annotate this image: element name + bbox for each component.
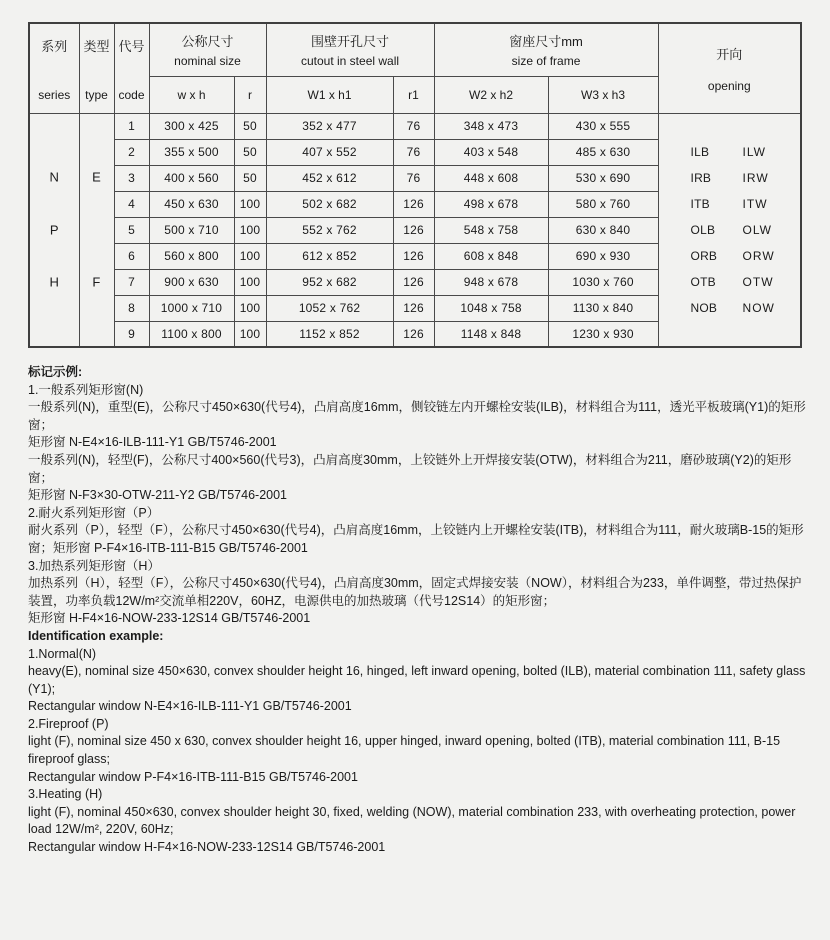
cell-w1h1: 407 x 552 xyxy=(266,139,393,165)
subheader-w3h3: W3 x h3 xyxy=(548,76,658,113)
zh-note-paragraph: 2.耐火系列矩形窗（P） xyxy=(28,505,160,520)
cell-r1: 76 xyxy=(393,139,434,165)
opening-code: NOB xyxy=(690,300,718,315)
col-header-opening xyxy=(658,23,801,113)
zh-notes-title: 标记示例: xyxy=(28,365,83,379)
frame-label-zh: 窗座尺寸mm xyxy=(509,34,583,50)
subheader-w2h2: W2 x h2 xyxy=(434,76,548,113)
opening-label-en: opening xyxy=(707,78,751,93)
en-note-paragraph: 3.Heating (H) xyxy=(28,787,103,802)
opening-cell xyxy=(658,113,801,347)
cell-r1: 126 xyxy=(393,269,434,295)
en-note-paragraph: 1.Normal(N) xyxy=(28,646,97,661)
zh-note-paragraph: 矩形窗 H-F4×16-NOW-233-12S14 GB/T5746-2001 xyxy=(28,611,311,626)
code-label-en: code xyxy=(118,88,145,103)
type-E: E xyxy=(92,169,101,185)
en-note-paragraph: heavy(E), nominal size 450×630, convex shoulder height 16, hinged, left inward opening, bolted (ILB), material combination 111, safety glass (Y1); xyxy=(28,664,806,696)
subheader-w1h1: W1 x h1 xyxy=(266,76,393,113)
cell-w3h3: 630 x 840 xyxy=(548,217,658,243)
zh-note-paragraph: 耐火系列（P），轻型（F），公称尺寸450×630(代号4)，凸肩高度16mm，上铰链内上开螺栓安装(ITB)，材料组合为111，耐火玻璃B-15的矩形窗；矩形窗 P-F4×16-ITB-111-B15 GB/T5746-2001 xyxy=(28,523,804,555)
cell-w2h2: 448 x 608 xyxy=(434,165,548,191)
cell-w2h2: 348 x 473 xyxy=(434,113,548,139)
en-note-paragraph: 2.Fireproof (P) xyxy=(28,716,109,731)
cell-r1: 126 xyxy=(393,295,434,321)
cell-w2h2: 1148 x 848 xyxy=(434,321,548,347)
en-note-paragraph: Rectangular window H-F4×16-NOW-233-12S14 GB/T5746-2001 xyxy=(28,840,386,855)
opening-pair xyxy=(691,243,801,269)
cell-w3h3: 580 x 760 xyxy=(548,191,658,217)
zh-note-paragraph: 1.一般系列矩形窗(N) xyxy=(28,382,144,397)
opening-code: OLB xyxy=(690,222,716,237)
opening-code: NOW xyxy=(742,300,775,315)
col-header-frame-size xyxy=(434,23,658,76)
type-F: F xyxy=(92,274,101,290)
opening-pair xyxy=(691,269,801,295)
col-header-type xyxy=(79,23,114,113)
cell-w2h2: 1048 x 758 xyxy=(434,295,548,321)
cell-w2h2: 608 x 848 xyxy=(434,243,548,269)
cell-w1h1: 1052 x 762 xyxy=(266,295,393,321)
opening-code: ITW xyxy=(742,196,768,211)
series-H: H xyxy=(49,274,60,290)
cell-r1: 126 xyxy=(393,191,434,217)
opening-code: ITB xyxy=(690,196,710,211)
zh-note-paragraph: 矩形窗 N-F3×30-OTW-211-Y2 GB/T5746-2001 xyxy=(28,488,288,503)
cell-code: 4 xyxy=(114,191,149,217)
cell-w3h3: 530 x 690 xyxy=(548,165,658,191)
cell-w1h1: 612 x 852 xyxy=(266,243,393,269)
cell-w2h2: 498 x 678 xyxy=(434,191,548,217)
cell-r: 100 xyxy=(234,243,266,269)
series-cell xyxy=(29,113,79,347)
col-header-cutout xyxy=(266,23,434,76)
cell-r: 50 xyxy=(234,113,266,139)
cell-w3h3: 485 x 630 xyxy=(548,139,658,165)
opening-code-list xyxy=(659,114,801,347)
opening-pair xyxy=(691,191,801,217)
series-label-en: series xyxy=(38,88,71,103)
cell-wxh: 300 x 425 xyxy=(149,113,234,139)
opening-pair xyxy=(691,295,801,321)
opening-code: IRB xyxy=(690,170,712,185)
col-header-series xyxy=(29,23,79,113)
zh-note-paragraph: 一般系列(N)，轻型(F)，公称尺寸400×560(代号3)，凸肩高度30mm，上铰链外上开焊接安装(OTW)，材料组合为211，磨砂玻璃(Y2)的矩形窗； xyxy=(28,452,792,485)
cell-code: 6 xyxy=(114,243,149,269)
series-label-zh: 系列 xyxy=(41,39,68,55)
type-label-en: type xyxy=(85,88,108,103)
series-P: P xyxy=(49,222,59,238)
en-note-paragraph: Rectangular window N-E4×16-ILB-111-Y1 GB/T5746-2001 xyxy=(28,699,352,714)
cell-r1: 126 xyxy=(393,217,434,243)
en-note-paragraph: light (F), nominal 450×630, convex shoulder height 30, fixed, welding (NOW), material combination 233, with overheating protection, power load 12W/m², 220V, 60Hz; xyxy=(28,804,796,837)
nominal-label-zh: 公称尺寸 xyxy=(181,34,234,50)
en-notes-title: Identification example: xyxy=(28,628,164,643)
type-label-zh: 类型 xyxy=(83,39,110,55)
en-note-paragraph: light (F), nominal size 450 x 630, convex shoulder height 16, upper hinged, inward opening, bolted (ITB), material combination 111, B-15 fireproof glass; xyxy=(28,734,781,767)
opening-code: OLW xyxy=(742,222,772,237)
zh-note-paragraph: 3.加热系列矩形窗（H） xyxy=(28,558,160,573)
cell-w3h3: 1230 x 930 xyxy=(548,321,658,347)
cell-w1h1: 502 x 682 xyxy=(266,191,393,217)
subheader-wxh: w x h xyxy=(149,76,234,113)
opening-code: OTW xyxy=(742,274,774,289)
cell-w3h3: 690 x 930 xyxy=(548,243,658,269)
cell-wxh: 900 x 630 xyxy=(149,269,234,295)
cell-w1h1: 452 x 612 xyxy=(266,165,393,191)
opening-code: IRW xyxy=(742,170,769,185)
cell-w2h2: 548 x 758 xyxy=(434,217,548,243)
cell-w1h1: 952 x 682 xyxy=(266,269,393,295)
frame-label-en: size of frame xyxy=(511,54,581,69)
cell-w1h1: 1152 x 852 xyxy=(266,321,393,347)
code-label-zh: 代号 xyxy=(118,39,145,55)
cell-code: 8 xyxy=(114,295,149,321)
cell-w1h1: 352 x 477 xyxy=(266,113,393,139)
cell-r1: 126 xyxy=(393,321,434,347)
cell-r: 100 xyxy=(234,295,266,321)
cutout-label-zh: 围壁开孔尺寸 xyxy=(311,34,390,50)
cell-r1: 76 xyxy=(393,113,434,139)
cell-r: 50 xyxy=(234,165,266,191)
opening-pair xyxy=(691,139,801,165)
opening-code: ILB xyxy=(690,144,710,159)
cell-wxh: 355 x 500 xyxy=(149,139,234,165)
cell-wxh: 1100 x 800 xyxy=(149,321,234,347)
cell-w3h3: 430 x 555 xyxy=(548,113,658,139)
cell-r1: 126 xyxy=(393,243,434,269)
window-spec-table xyxy=(28,22,802,348)
zh-note-paragraph: 一般系列(N)，重型(E)，公称尺寸450×630(代号4)，凸肩高度16mm，侧铰链左内开螺栓安装(ILB)，材料组合为111，透光平板玻璃(Y1)的矩形窗； xyxy=(28,400,806,432)
cell-r: 100 xyxy=(234,269,266,295)
opening-pair xyxy=(691,217,801,243)
cell-w1h1: 552 x 762 xyxy=(266,217,393,243)
cell-w2h2: 403 x 548 xyxy=(434,139,548,165)
cutout-label-en: cutout in steel wall xyxy=(300,54,400,69)
col-header-code xyxy=(114,23,149,113)
opening-code: ORW xyxy=(742,248,775,263)
cell-wxh: 450 x 630 xyxy=(149,191,234,217)
series-N: N xyxy=(49,169,60,185)
subheader-r1: r1 xyxy=(393,76,434,113)
en-note-paragraph: Rectangular window P-F4×16-ITB-111-B15 GB/T5746-2001 xyxy=(28,769,358,784)
cell-w2h2: 948 x 678 xyxy=(434,269,548,295)
opening-code: OTB xyxy=(690,274,716,289)
cell-code: 3 xyxy=(114,165,149,191)
cell-w3h3: 1030 x 760 xyxy=(548,269,658,295)
type-cell xyxy=(79,113,114,347)
cell-r: 50 xyxy=(234,139,266,165)
nominal-label-en: nominal size xyxy=(174,54,241,69)
opening-code: ORB xyxy=(690,248,718,263)
cell-r: 100 xyxy=(234,217,266,243)
zh-note-paragraph: 矩形窗 N-E4×16-ILB-111-Y1 GB/T5746-2001 xyxy=(28,435,277,450)
cell-w3h3: 1130 x 840 xyxy=(548,295,658,321)
table-row xyxy=(29,113,801,139)
cell-wxh: 560 x 800 xyxy=(149,243,234,269)
notes-section xyxy=(28,364,806,857)
cell-code: 9 xyxy=(114,321,149,347)
opening-pair xyxy=(691,165,801,191)
cell-code: 1 xyxy=(114,113,149,139)
cell-wxh: 1000 x 710 xyxy=(149,295,234,321)
cell-code: 7 xyxy=(114,269,149,295)
cell-r1: 76 xyxy=(393,165,434,191)
cell-code: 5 xyxy=(114,217,149,243)
opening-code: ILW xyxy=(742,144,766,159)
cell-wxh: 500 x 710 xyxy=(149,217,234,243)
zh-note-paragraph: 加热系列（H），轻型（F），公称尺寸450×630(代号4)，凸肩高度30mm，固定式焊接安装（NOW），材料组合为233，单件调整，带过热保护装置，功率负载12W/m²交流单相220V，60HZ，电源供电的加热玻璃（代号12S14）的矩形窗； xyxy=(28,576,802,608)
col-header-nominal-size xyxy=(149,23,266,76)
cell-wxh: 400 x 560 xyxy=(149,165,234,191)
cell-r: 100 xyxy=(234,191,266,217)
subheader-r: r xyxy=(234,76,266,113)
opening-label-zh: 开向 xyxy=(716,46,743,62)
cell-code: 2 xyxy=(114,139,149,165)
cell-r: 100 xyxy=(234,321,266,347)
